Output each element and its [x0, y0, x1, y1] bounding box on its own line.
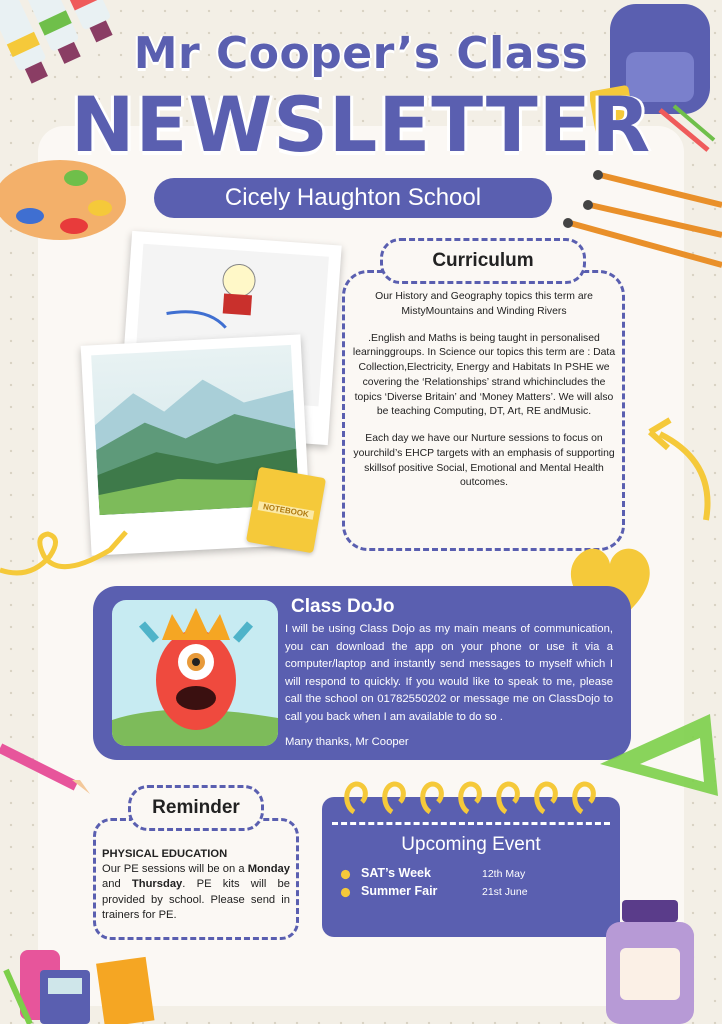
pencil-illustration [0, 740, 90, 800]
curriculum-heading: Curriculum [380, 238, 586, 284]
notebook-illustration [246, 467, 326, 554]
star-bullet-icon [340, 869, 351, 880]
spiral-binding-icon [340, 776, 610, 816]
star-bullet-icon [340, 887, 351, 898]
curriculum-paragraph: .English and Maths is being taught in personalised learninggroups. In Science our topics this term are : Data Collection,Electricity, Energy and Habitats In PSHE we covering the ‘Relationships’ strand whichincludes the topics ‘Diverse Britain’ and ‘Money Matters’. We will also be teaching Computing, DT, Art, RE andMusic. [352, 332, 616, 418]
class-dojo-heading: Class DoJo [291, 596, 395, 617]
curriculum-paragraph: Our History and Geography topics this term are MistyMountains and Winding Rivers [375, 291, 593, 317]
reminder-subheading: PHYSICAL EDUCATION [102, 848, 228, 860]
reminder-text-part: and [102, 878, 132, 891]
stationery-illustration [0, 930, 170, 1024]
event-row [340, 884, 600, 902]
paint-jar-illustration [600, 896, 700, 1024]
school-name-banner: Cicely Haughton School [154, 178, 552, 218]
curriculum-text [352, 290, 616, 503]
event-date: 21st June [482, 886, 528, 898]
page-title-line-1: Mr Cooper’s Class [133, 28, 589, 79]
event-date: 12th May [482, 868, 526, 880]
reminder-text [102, 862, 290, 924]
class-dojo-body: I will be using Class Dojo as my main means of communication, you can download the app on your phone or use it via a computer/laptop and instantly send messages to myself which I will respond to quickly. If you would like to speak to me, please call the school on 01782550202 or message me on ClassDojo to call you back when I am available to do so . [285, 623, 613, 723]
curriculum-paragraph: Each day we have our Nurture sessions to focus on yourchild’s EHCP targets with an emphasis of supporting skillsof positive Social, Emotional and Mental Health outcomes. [353, 433, 615, 489]
swirl-doodle-icon [0, 520, 130, 590]
upcoming-event-heading: Upcoming Event [401, 834, 541, 855]
arrow-doodle-icon [646, 412, 722, 522]
set-square-illustration [600, 710, 722, 800]
reminder-day: Monday [247, 863, 290, 875]
event-name: Summer Fair [361, 884, 438, 898]
reminder-text-part: . PE kits will be provided by school. Please send in trainers for PE. [102, 878, 290, 922]
reminder-heading: Reminder [128, 785, 264, 831]
reminder-day: Thursday [131, 878, 183, 891]
monster-illustration [112, 600, 278, 746]
monster-icon [112, 600, 278, 746]
event-row [340, 866, 600, 884]
notebook-label: NOTEBOOK [258, 501, 315, 520]
divider [332, 822, 610, 825]
class-dojo-signoff: Many thanks, Mr Cooper [285, 736, 409, 748]
page-title: NEWSLETTER [70, 80, 652, 169]
event-name: SAT’s Week [361, 866, 431, 880]
reminder-text-part: Our PE sessions will be on a [102, 863, 248, 875]
